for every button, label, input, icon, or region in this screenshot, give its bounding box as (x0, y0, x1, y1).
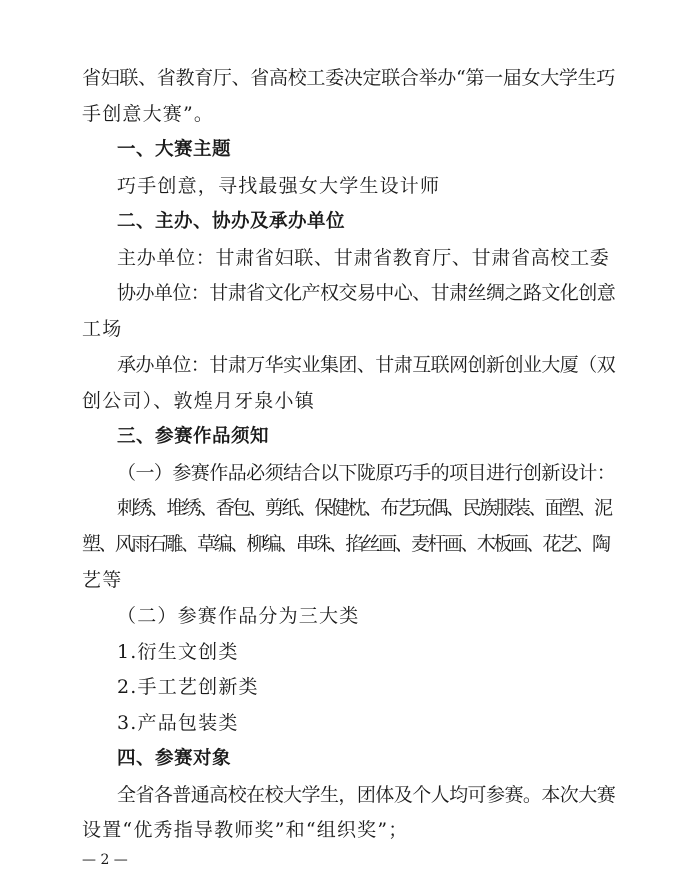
host-units: 主办单位：甘肃省妇联、甘肃省教育厅、甘肃省高校工委 (117, 247, 610, 269)
co-host-units-line-2: 工场 (82, 318, 123, 340)
section-heading-participants: 四、参赛对象 (117, 748, 232, 769)
category-1: 1.衍生文创类 (117, 641, 239, 663)
category-2: 2.手工艺创新类 (117, 676, 259, 698)
participants-line-1: 全省各普通高校在校大学生，团体及个人均可参赛。本次大赛 (117, 784, 616, 806)
section-heading-theme: 一、大赛主题 (117, 139, 232, 160)
intro-line-1: 省妇联、省教育厅、省高校工委决定联合举办“第一届女大学生巧 (82, 67, 616, 89)
page-number: — 2 — (82, 852, 128, 868)
craft-list-line-1: 刺绣、堆绣、香包、剪纸、保健枕、布艺玩偶、民族服装、面塑、泥 (117, 497, 611, 519)
works-item2-title: （二）参赛作品分为三大类 (117, 605, 360, 627)
craft-list-line-2: 塑、风雨石雕、草编、柳编、串珠、掐丝画、麦杆画、木板画、花艺、陶 (82, 533, 609, 555)
undertaker-units-line-1: 承办单位：甘肃万华实业集团、甘肃互联网创新创业大厦（双 (117, 354, 616, 376)
works-item1-title: （一）参赛作品必须结合以下陇原巧手的项目进行创新设计： (117, 462, 616, 484)
section-heading-organizers: 二、主办、协办及承办单位 (117, 211, 346, 232)
participants-line-2: 设置“优秀指导教师奖”和“组织奖”； (82, 819, 409, 841)
undertaker-units-line-2: 创公司）、敦煌月牙泉小镇 (82, 390, 315, 412)
section-heading-works: 三、参赛作品须知 (117, 426, 270, 447)
theme-text: 巧手创意，寻找最强女大学生设计师 (117, 175, 441, 197)
craft-list-line-3: 艺等 (82, 569, 123, 591)
category-3: 3.产品包装类 (117, 712, 239, 734)
intro-line-2: 手创意大赛”。 (82, 103, 215, 125)
co-host-units-line-1: 协办单位：甘肃省文化产权交易中心、甘肃丝绸之路文化创意 (117, 282, 616, 304)
